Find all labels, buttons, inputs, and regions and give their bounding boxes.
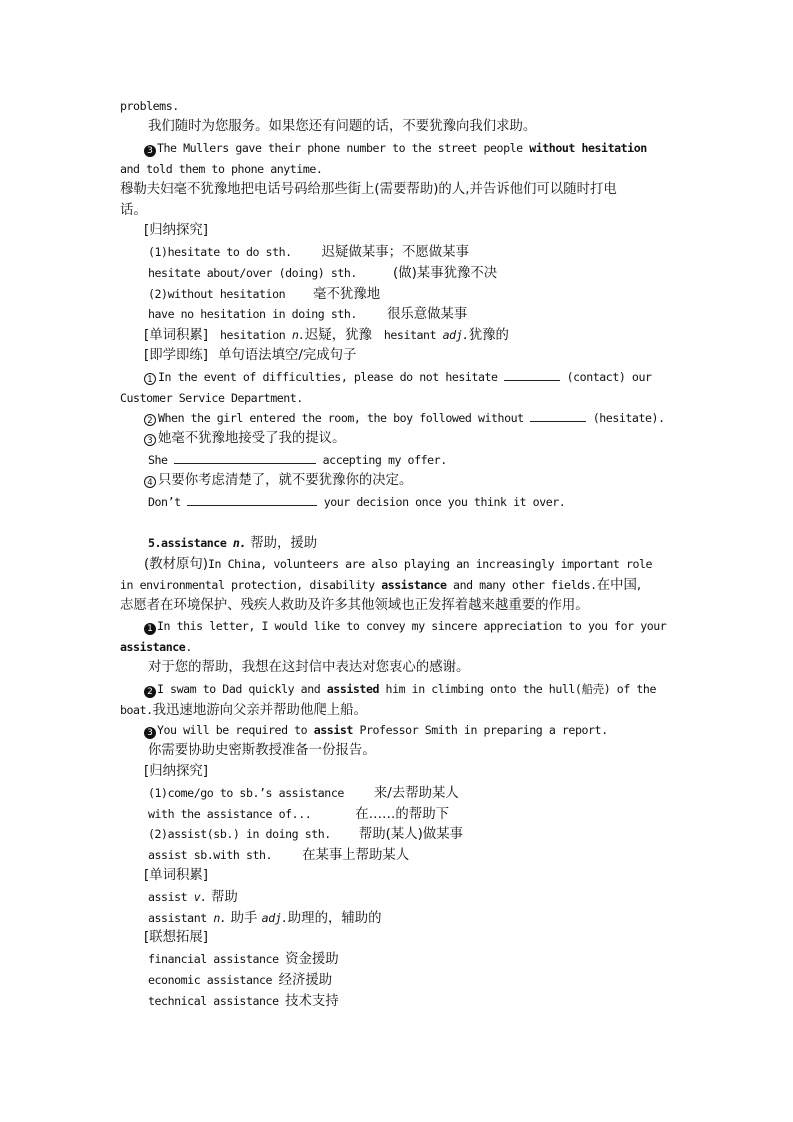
exercise-4: 4 只要你考虑清楚了，就不要犹豫你的决定。 bbox=[144, 472, 680, 490]
number-marker: 2 bbox=[144, 686, 156, 698]
translation-line: 对于您的帮助，我想在这封信中表达对您衷心的感谢。 bbox=[148, 660, 470, 675]
exercise-1: 1 In the event of difficulties, please do not hesitate (contact) our bbox=[144, 368, 680, 386]
text-line: problems. bbox=[120, 99, 179, 113]
answer-blank[interactable] bbox=[187, 495, 317, 506]
number-marker: 3 bbox=[144, 727, 156, 739]
translation-line: 我们随时为您服务。如果您还有问题的话，不要犹豫向我们求助。 bbox=[148, 119, 537, 134]
text-line: boat.我迅速地游向父亲并帮助他爬上船。 bbox=[120, 703, 367, 718]
phrase-line: economic assistance 经济援助 bbox=[148, 973, 333, 988]
section-heading: [归纳探究] bbox=[144, 764, 209, 779]
entry-title: 5.assistance n. 帮助，援助 bbox=[148, 536, 318, 551]
text-line: and told them to phone anytime. bbox=[120, 162, 323, 176]
phrase-line: technical assistance 技术支持 bbox=[148, 994, 339, 1009]
section-heading: [归纳探究] bbox=[144, 223, 209, 238]
answer-blank[interactable] bbox=[504, 370, 560, 381]
phrase-line: (2)assist(sb.) in doing sth. 帮助(某人)做某事 bbox=[148, 827, 464, 842]
number-marker: 1 bbox=[144, 373, 156, 385]
number-marker: 3 bbox=[144, 434, 156, 446]
translation-line: 穆勒夫妇毫不犹豫地把电话号码给那些街上(需要帮助)的人,并告诉他们可以随时打电 bbox=[120, 182, 617, 197]
source-sentence: (教材原句)In China, volunteers are also playing an increasingly important role bbox=[144, 557, 653, 572]
phrase-line: (2)without hesitation 毫不犹豫地 bbox=[148, 287, 381, 302]
translation-line: 话。 bbox=[120, 203, 147, 218]
phrase-line: have no hesitation in doing sth. 很乐意做某事 bbox=[148, 307, 468, 322]
exercise-3: 3 她毫不犹豫地接受了我的提议。 bbox=[144, 430, 680, 448]
phrase-line: assist sb.with sth. 在某事上帮助某人 bbox=[148, 848, 410, 863]
example-3: 3 The Mullers gave their phone number to the street people without hesitation bbox=[144, 139, 680, 157]
vocab-line: [单词积累] hesitation n.迟疑，犹豫 hesitant adj.犹豫的 bbox=[144, 328, 509, 343]
example-1: 1 In this letter, I would like to convey my sincere appreciation to you for your bbox=[144, 617, 680, 635]
vocab-line: assistant n. 助手 adj.助理的，辅助的 bbox=[148, 911, 382, 926]
section-heading: [联想拓展] bbox=[144, 930, 209, 945]
answer-blank[interactable] bbox=[530, 411, 586, 422]
number-marker: 1 bbox=[144, 623, 156, 635]
phrase-line: hesitate about/over (doing) sth. (做)某事犹豫不决 bbox=[148, 266, 498, 281]
example-3: 3 You will be required to assist Professor Smith in preparing a report. bbox=[144, 721, 680, 739]
text-line: She accepting my offer. bbox=[148, 453, 447, 467]
text-line: in environmental protection, disability assistance and many other fields.在中国, bbox=[120, 578, 642, 593]
phrase-line: (1)come/go to sb.’s assistance 来/去帮助某人 bbox=[148, 786, 459, 801]
section-heading: [即学即练] 单句语法填空/完成句子 bbox=[144, 348, 357, 363]
example-2: 2 I swam to Dad quickly and assisted him in climbing onto the hull(船壳) of the bbox=[144, 680, 680, 698]
number-marker: 3 bbox=[144, 145, 156, 157]
translation-line: 你需要协助史密斯教授准备一份报告。 bbox=[148, 743, 376, 758]
phrase-line: (1)hesitate to do sth. 迟疑做某事；不愿做某事 bbox=[148, 245, 469, 260]
vocab-line: assist v. 帮助 bbox=[148, 890, 238, 905]
text-line: Don’t your decision once you think it over. bbox=[148, 495, 566, 509]
section-heading: [单词积累] bbox=[144, 868, 209, 883]
text-line: Customer Service Department. bbox=[120, 391, 303, 405]
phrase-line: financial assistance 资金援助 bbox=[148, 952, 339, 967]
answer-blank[interactable] bbox=[174, 453, 316, 464]
text-line: assistance. bbox=[120, 640, 192, 654]
number-marker: 2 bbox=[144, 414, 156, 426]
translation-line: 志愿者在环境保护、残疾人救助及许多其他领域也正发挥着越来越重要的作用。 bbox=[120, 598, 589, 613]
phrase-line: with the assistance of... 在……的帮助下 bbox=[148, 807, 449, 822]
exercise-2: 2 When the girl entered the room, the boy followed without (hesitate). bbox=[144, 409, 680, 427]
number-marker: 4 bbox=[144, 476, 156, 488]
